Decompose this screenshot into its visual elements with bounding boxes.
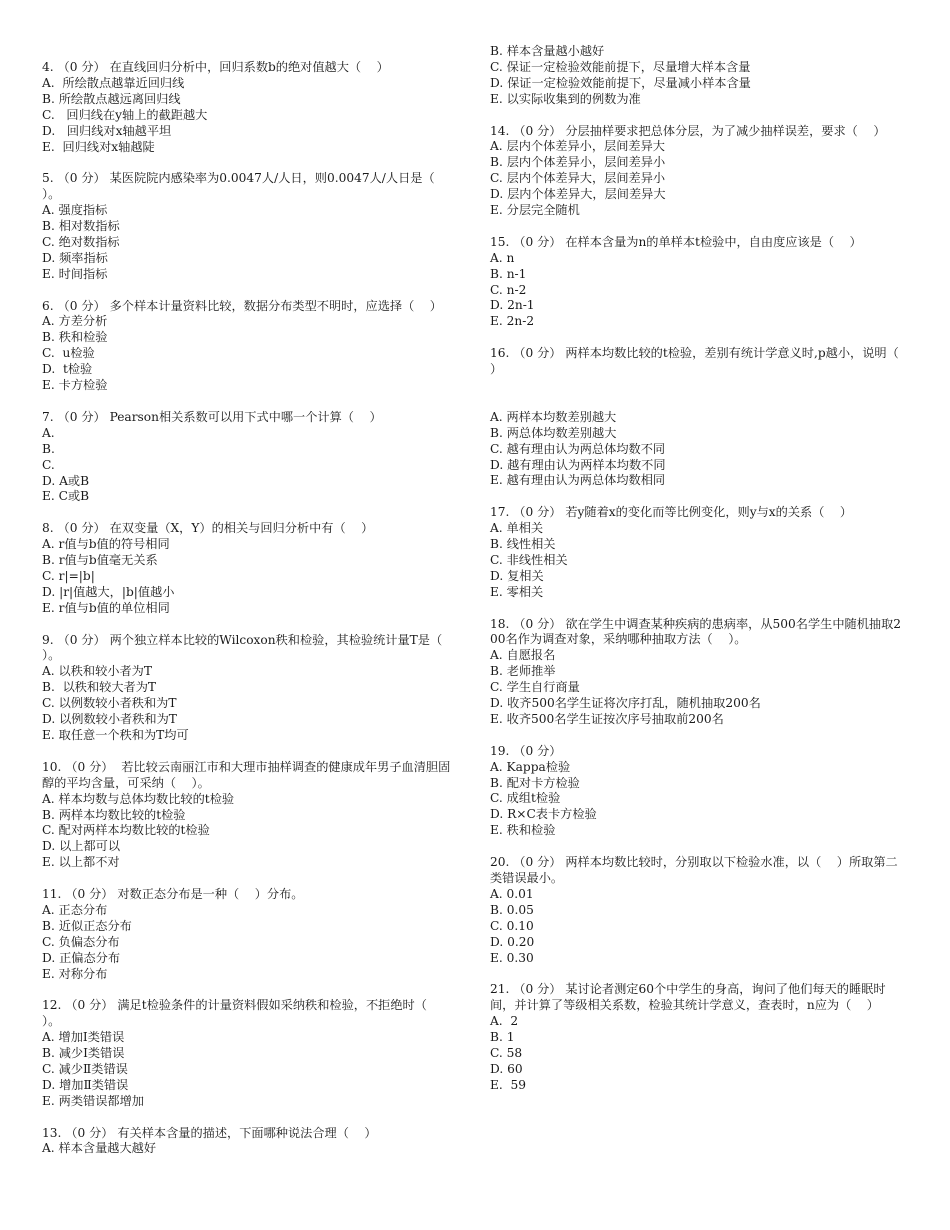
- answer-option: E. 以上都不对: [42, 855, 120, 870]
- answer-option: E. 取任意一个秩和为T均可: [42, 727, 189, 742]
- question-stem: 16. （0 分） 两样本均数比较的t检验，差别有统计学意义时,p越小，说明（ ）: [490, 346, 915, 377]
- answer-option: E. 两类错误都增加: [42, 1093, 144, 1108]
- answer-option: D. 以上都可以: [42, 839, 121, 854]
- answer-option: A. r值与b值的符号相同: [42, 537, 170, 552]
- answer-option: D. 0.20: [490, 934, 535, 949]
- answer-option: D. 2n-1: [490, 298, 535, 313]
- answer-option: A. 以秩和较小者为T: [42, 664, 152, 679]
- question-stem: 8. （0 分） 在双变量（X，Y）的相关与回归分析中有（ ）: [42, 521, 374, 536]
- question-block: [42, 1126, 454, 1158]
- answer-option: D. 越有理由认为两样本均数不同: [490, 457, 666, 472]
- question-block: [42, 632, 458, 744]
- question-block: [42, 171, 454, 282]
- answer-option: B. 以秩和较大者为T: [42, 680, 157, 695]
- answer-option: D. 层内个体差异大，层间差异大: [490, 187, 666, 202]
- question-block: [42, 410, 454, 505]
- answer-option: A. 增加Ⅰ类错误: [42, 1030, 125, 1045]
- answer-option: B. 两样本均数比较的t检验: [42, 807, 186, 822]
- answer-option: A. 层内个体差异小，层间差异大: [490, 139, 665, 154]
- question-stem: 12. （0 分） 满足t检验条件的计量资料假如采纳秩和检验，不拒绝时（ ）。: [42, 998, 443, 1029]
- answer-option: C. 58: [490, 1045, 523, 1060]
- answer-option: B. n-1: [490, 266, 527, 281]
- answer-option: C. u检验: [42, 346, 95, 361]
- answer-option: D. 收齐500名学生证将次序打乱，随机抽取200名: [490, 696, 761, 711]
- question-block: [42, 299, 454, 394]
- question-block: [490, 505, 902, 600]
- answer-option: C. 0.10: [490, 918, 534, 933]
- answer-option: B. 两总体均数差别越大: [490, 425, 617, 440]
- question-13-continuation: [490, 44, 902, 108]
- answer-option: B. 所绘散点越远离回归线: [42, 91, 181, 106]
- answer-option: D. t检验: [42, 362, 93, 377]
- answer-option: B. 相对数指标: [42, 219, 120, 234]
- left-column: [42, 60, 458, 1173]
- question-stem: 20. （0 分） 两样本均数比较时，分别取以下检验水准，以（ ）所取第二类错误最小。: [490, 855, 898, 885]
- answer-option: C. 非线性相关: [490, 552, 568, 567]
- answer-option: C. 回归线在y轴上的截距越大: [42, 107, 208, 122]
- answer-option: C. 层内个体差异大，层间差异小: [490, 171, 666, 186]
- question-stem: 4. （0 分） 在直线回归分析中，回归系数b的绝对值越大（ ）: [42, 60, 389, 74]
- answer-option: B. 配对卡方检验: [490, 775, 580, 790]
- question-stem: 21. （0 分） 某讨论者测定60个中学生的身高，询问了他们每天的睡眠时间，并计算了等级相关系数，检验其统计学意义，查表时，n应为（ ）: [490, 982, 886, 1013]
- question-block: [490, 617, 902, 728]
- answer-option: E. 0.30: [490, 950, 534, 965]
- question-stem: 17. （0 分） 若y随着x的变化而等比例变化，则y与x的关系（ ）: [490, 505, 853, 520]
- question-stem: 13. （0 分） 有关样本含量的描述，下面哪种说法合理（ ）: [42, 1125, 377, 1140]
- answer-option: D. 60: [490, 1061, 523, 1076]
- answer-option: D. 回归线对x轴越平坦: [42, 123, 172, 138]
- question-stem: 5. （0 分） 某医院院内感染率为0.0047人/人日，则0.0047人/人日是（ ）。: [42, 171, 451, 202]
- answer-option: A. 样本含量越大越好: [42, 1141, 157, 1156]
- answer-option: C. 以例数较小者秩和为T: [42, 696, 177, 711]
- answer-option: C. 减少Ⅱ类错误: [42, 1061, 128, 1076]
- question-block: [42, 521, 454, 616]
- answer-option: A. 单相关: [490, 521, 544, 536]
- question-stem: 11. （0 分） 对数正态分布是一种（ ）分布。: [42, 887, 304, 902]
- question-block: [490, 124, 902, 219]
- question-block: [490, 235, 902, 330]
- question-stem: 19. （0 分）: [490, 743, 562, 758]
- answer-option: B.: [42, 441, 55, 456]
- answer-option: B. 老师推举: [490, 664, 556, 679]
- answer-option: E. 零相关: [490, 584, 544, 599]
- question-stem: 15. （0 分） 在样本含量为n的单样本t检验中，自由度应该是（ ）: [490, 234, 862, 249]
- blank-gap: [490, 378, 902, 410]
- question-block: [42, 998, 454, 1109]
- question-block: [490, 744, 902, 839]
- answer-option: A. 强度指标: [42, 203, 108, 218]
- answer-option: E. r值与b值的单位相同: [42, 600, 170, 615]
- answer-option: E. 对称分布: [42, 966, 108, 981]
- answer-option: A. Kappa检验: [490, 759, 571, 774]
- answer-option: A. 正态分布: [42, 902, 108, 917]
- question-stem: 14. （0 分） 分层抽样要求把总体分层，为了减少抽样误差，要求（ ）: [490, 123, 886, 138]
- answer-option: C. 负偏态分布: [42, 934, 120, 949]
- question-block: [490, 346, 915, 489]
- answer-option: A. 所绘散点越靠近回归线: [42, 75, 185, 90]
- answer-option: D. 增加Ⅱ类错误: [42, 1077, 129, 1092]
- answer-option: B. 线性相关: [490, 537, 556, 552]
- answer-option: C. 保证一定检验效能前提下，尽量增大样本含量: [490, 59, 751, 74]
- answer-option: B. 1: [490, 1030, 515, 1045]
- question-block: [490, 982, 902, 1093]
- answer-option: B. 减少Ⅰ类错误: [42, 1046, 125, 1061]
- answer-option: A. 方差分析: [42, 314, 108, 329]
- answer-option: E. 秩和检验: [490, 823, 556, 838]
- answer-option: A. 样本均数与总体均数比较的t检验: [42, 791, 235, 806]
- answer-option: C. r|=|b|: [42, 568, 95, 583]
- answer-option: D. 以例数较小者秩和为T: [42, 712, 177, 727]
- answer-option: E. C或B: [42, 489, 90, 504]
- answer-option: D. R×C表卡方检验: [490, 807, 597, 822]
- answer-option: C. 绝对数指标: [42, 234, 120, 249]
- answer-option: A.: [42, 425, 55, 440]
- question-block: [42, 887, 454, 982]
- question-stem: 9. （0 分） 两个独立样本比较的Wilcoxon秩和检验，其检验统计量T是（ ）。: [42, 632, 458, 663]
- answer-option: C. 越有理由认为两总体均数不同: [490, 441, 666, 456]
- question-stem: 7. （0 分） Pearson相关系数可以用下式中哪一个计算（ ）: [42, 409, 382, 424]
- answer-option: C. 学生自行商量: [490, 680, 580, 695]
- question-block: [42, 60, 454, 155]
- answer-option: B. 秩和检验: [42, 330, 108, 345]
- answer-option: E. 越有理由认为两总体均数相同: [490, 473, 666, 488]
- question-stem: 10. （0 分） 若比较云南丽江市和大理市抽样调查的健康成年男子血清胆固醇的平均含量，可采纳（ ）。: [42, 759, 451, 790]
- answer-option: B. 近似正态分布: [42, 918, 132, 933]
- question-stem: 18. （0 分） 欲在学生中调查某种疾病的患病率，从500名学生中随机抽取200名作为调查对象，采纳哪种抽取方法（ ）。: [490, 616, 902, 647]
- answer-option: E. 以实际收集到的例数为准: [490, 91, 641, 106]
- answer-option: C. n-2: [490, 282, 527, 297]
- answer-option: D. |r|值越大，|b|值越小: [42, 584, 175, 599]
- answer-option: E. 时间指标: [42, 266, 108, 281]
- answer-option: B. r值与b值毫无关系: [42, 553, 158, 568]
- answer-option: C. 配对两样本均数比较的t检验: [42, 823, 210, 838]
- answer-option: E. 2n-2: [490, 314, 535, 329]
- answer-option: A. 2: [490, 1014, 519, 1029]
- answer-option: E. 回归线对x轴越陡: [42, 139, 155, 154]
- question-block: [42, 760, 454, 871]
- answer-option: A. 自愿报名: [490, 648, 556, 663]
- answer-option: D. 保证一定检验效能前提下，尽量减小样本含量: [490, 75, 751, 90]
- answer-option: C.: [42, 457, 55, 472]
- answer-option: D. 复相关: [490, 568, 544, 583]
- answer-option: D. 频率指标: [42, 250, 108, 265]
- question-stem: 6. （0 分） 多个样本计量资料比较，数据分布类型不明时，应选择（ ）: [42, 298, 442, 313]
- answer-option: E. 59: [490, 1077, 527, 1092]
- answer-option: C. 成组t检验: [490, 791, 561, 806]
- answer-option: D. 正偏态分布: [42, 950, 121, 965]
- right-column: [490, 44, 915, 1110]
- answer-option: B. 0.05: [490, 902, 534, 917]
- answer-option: B. 样本含量越小越好: [490, 44, 605, 58]
- answer-option: E. 收齐500名学生证按次序号抽取前200名: [490, 711, 724, 726]
- answer-option: A. 两样本均数差别越大: [490, 409, 617, 424]
- answer-option: B. 层内个体差异小，层间差异小: [490, 155, 666, 170]
- answer-option: A. n: [490, 250, 515, 265]
- answer-option: A. 0.01: [490, 886, 534, 901]
- answer-option: E. 卡方检验: [42, 378, 108, 393]
- answer-option: E. 分层完全随机: [490, 203, 580, 218]
- question-block: [490, 855, 902, 966]
- answer-option: D. A或B: [42, 473, 90, 488]
